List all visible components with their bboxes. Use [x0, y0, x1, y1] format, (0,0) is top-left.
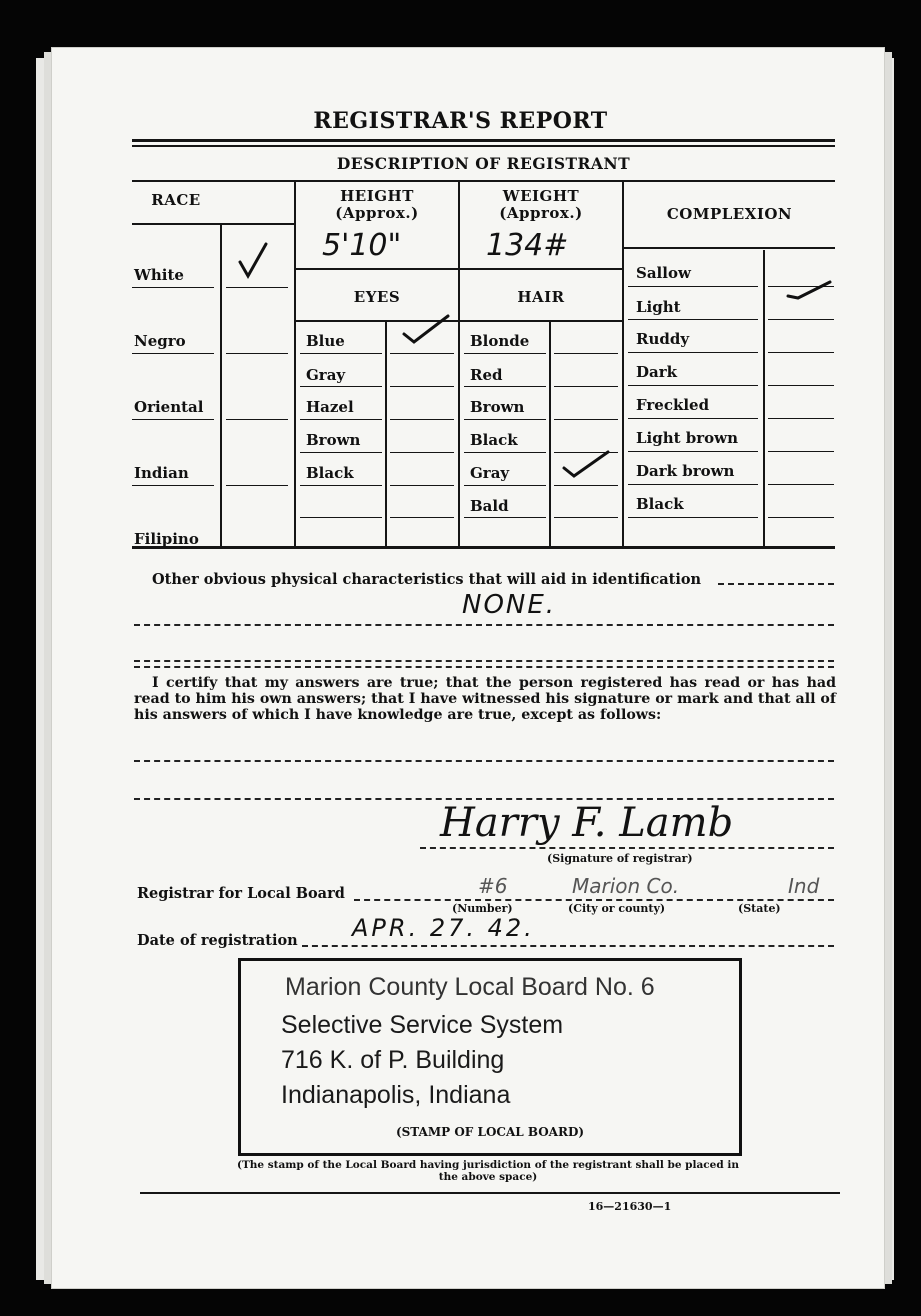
- certification-text: I certify that my answers are true; that the person registered has read or has had read to him his own answers; that I have witnessed his signature or mark and that all of his answers of which I have knowledge are true, except as follows:: [134, 675, 836, 723]
- eyes-hair-row-rule: [390, 517, 454, 518]
- weight-header: WEIGHT: [502, 187, 580, 205]
- eyes-option-blue: Blue: [306, 332, 345, 350]
- hair-option-red: Red: [470, 366, 503, 384]
- bottom-rule: [140, 1192, 840, 1194]
- race-option-white: White: [134, 266, 184, 284]
- eyes-hair-row-rule: [554, 386, 618, 387]
- eyes-hair-row-rule: [464, 386, 546, 387]
- race-underline-indian: [132, 485, 214, 486]
- board-number: #6: [478, 874, 508, 898]
- complexion-option-black: Black: [636, 495, 684, 513]
- characteristics-value: NONE.: [462, 590, 557, 620]
- height-header: HEIGHT: [340, 187, 414, 205]
- stamp-line-2: Selective Service System: [281, 1011, 564, 1039]
- weight-sub: (Approx.): [499, 204, 583, 222]
- weight-value: 134#: [486, 228, 569, 263]
- eyes-option-black: Black: [306, 464, 354, 482]
- measure-rule: [296, 268, 622, 270]
- hair-check-divider: [549, 320, 551, 548]
- date-line: [302, 945, 834, 947]
- signature-line: [420, 847, 834, 849]
- race-option-negro: Negro: [134, 332, 186, 350]
- eyes-hair-row-rule: [554, 517, 618, 518]
- race-check-mark: [236, 240, 270, 284]
- complexion-row-rule: [768, 319, 834, 320]
- eyes-hair-row-rule: [554, 419, 618, 420]
- complexion-row-rule: [768, 418, 834, 419]
- eyes-hair-row-rule: [390, 386, 454, 387]
- exceptions-line-1: [134, 760, 834, 762]
- date-label: Date of registration: [137, 932, 298, 949]
- local-board-stamp: [238, 958, 742, 1156]
- registrar-signature: Harry F. Lamb: [440, 800, 734, 846]
- eyes-hair-row-rule: [390, 353, 454, 354]
- board-city: Marion Co.: [572, 874, 680, 898]
- height-weight-divider: [458, 182, 460, 548]
- hair-check-mark: [560, 448, 616, 484]
- stamp-note: (The stamp of the Local Board having jurisdiction of the registrant shall be placed in the above space): [236, 1159, 739, 1183]
- characteristics-line-2: [134, 660, 834, 662]
- table-bottom-rule: [132, 546, 835, 549]
- complexion-row-rule: [628, 418, 758, 419]
- characteristics-leader: [718, 583, 834, 585]
- eyes-check-divider: [385, 320, 387, 548]
- race-option-indian: Indian: [134, 464, 189, 482]
- complexion-row-rule: [768, 484, 834, 485]
- height-sub: (Approx.): [335, 204, 419, 222]
- local-board-label: Registrar for Local Board: [137, 885, 345, 902]
- title-rule-1: [132, 139, 835, 142]
- eyes-option-gray: Gray: [306, 366, 346, 384]
- complexion-row-rule: [628, 451, 758, 452]
- signature-caption: (Signature of registrar): [547, 852, 693, 865]
- race-underline-white: [132, 287, 214, 288]
- eyes-hair-row-rule: [300, 353, 382, 354]
- hair-option-black: Black: [470, 431, 518, 449]
- complexion-row-rule: [628, 517, 758, 518]
- complexion-row-rule: [628, 319, 758, 320]
- eyes-option-hazel: Hazel: [306, 398, 354, 416]
- complexion-option-light: Light: [636, 298, 681, 316]
- complexion-check-mark: [784, 278, 836, 302]
- eyes-hair-row-rule: [390, 485, 454, 486]
- city-caption: (City or county): [568, 902, 666, 915]
- stamp-line-3: 716 K. of P. Building: [281, 1046, 505, 1074]
- date-value: APR. 27. 42.: [352, 914, 535, 942]
- complexion-row-rule: [628, 352, 758, 353]
- complexion-row-rule: [628, 286, 758, 287]
- complexion-option-dark-brown: Dark brown: [636, 462, 735, 480]
- complexion-option-light-brown: Light brown: [636, 429, 739, 447]
- race-height-divider: [294, 182, 296, 548]
- stamp-line-4: Indianapolis, Indiana: [281, 1081, 511, 1109]
- complexion-row-rule: [768, 517, 834, 518]
- hair-option-brown: Brown: [470, 398, 525, 416]
- number-caption: (Number): [452, 902, 513, 915]
- subtitle-rule: [132, 180, 835, 182]
- characteristics-line-1: [134, 624, 834, 626]
- weight-complexion-divider: [622, 182, 624, 548]
- eyes-hair-row-rule: [464, 419, 546, 420]
- stamp-caption: (STAMP OF LOCAL BOARD): [395, 1125, 585, 1139]
- hair-option-bald: Bald: [470, 497, 509, 515]
- race-option-filipino: Filipino: [134, 530, 199, 548]
- eyes-hair-row-rule: [554, 485, 618, 486]
- eyes-hair-row-rule: [300, 452, 382, 453]
- complexion-option-ruddy: Ruddy: [636, 330, 690, 348]
- race-check-divider: [220, 225, 222, 548]
- eyes-hair-row-rule: [300, 485, 382, 486]
- complexion-option-freckled: Freckled: [636, 396, 710, 414]
- eyes-hair-row-rule: [390, 452, 454, 453]
- complexion-row-rule: [768, 451, 834, 452]
- height-value: 5'10": [322, 228, 402, 263]
- eyes-hair-row-rule: [464, 452, 546, 453]
- eyes-hair-row-rule: [464, 353, 546, 354]
- eyes-hair-row-rule: [390, 419, 454, 420]
- eyes-hair-row-rule: [554, 353, 618, 354]
- state-caption: (State): [738, 902, 781, 915]
- eyes-hair-row-rule: [464, 485, 546, 486]
- eyes-header: EYES: [353, 288, 401, 306]
- race-header: RACE: [151, 191, 201, 209]
- eyes-option-brown: Brown: [306, 431, 361, 449]
- race-check-underline-oriental: [226, 419, 288, 420]
- hair-header: HAIR: [517, 288, 565, 306]
- title-rule-2: [132, 145, 835, 147]
- eyes-check-mark: [400, 312, 456, 348]
- race-header-rule: [132, 223, 294, 225]
- complexion-header-rule: [622, 247, 835, 249]
- form-number: 16—21630—1: [588, 1200, 672, 1213]
- hair-option-blonde: Blonde: [470, 332, 530, 350]
- race-check-underline-indian: [226, 485, 288, 486]
- characteristics-label: Other obvious physical characteristics that will aid in identification: [152, 571, 702, 588]
- local-board-line: [354, 899, 834, 901]
- race-underline-oriental: [132, 419, 214, 420]
- race-underline-negro: [132, 353, 214, 354]
- characteristics-line-3: [134, 666, 834, 668]
- eyes-hair-row-rule: [300, 419, 382, 420]
- eyes-hair-row-rule: [300, 517, 382, 518]
- eyes-hair-row-rule: [300, 386, 382, 387]
- eyes-hair-row-rule: [464, 517, 546, 518]
- race-check-underline-negro: [226, 353, 288, 354]
- complexion-option-dark: Dark: [636, 363, 678, 381]
- race-check-underline-white: [226, 287, 288, 288]
- page-title: REGISTRAR'S REPORT: [313, 108, 608, 134]
- complexion-row-rule: [628, 385, 758, 386]
- complexion-option-sallow: Sallow: [636, 264, 691, 282]
- complexion-row-rule: [628, 484, 758, 485]
- complexion-check-divider: [763, 250, 765, 548]
- hair-option-gray: Gray: [470, 464, 510, 482]
- section-subtitle: DESCRIPTION OF REGISTRANT: [336, 154, 631, 173]
- race-option-oriental: Oriental: [134, 398, 204, 416]
- complexion-row-rule: [768, 352, 834, 353]
- stamp-line-1: Marion County Local Board No. 6: [285, 973, 655, 1001]
- complexion-row-rule: [768, 385, 834, 386]
- complexion-header: COMPLEXION: [666, 205, 793, 223]
- eyes-hair-header-rule: [296, 320, 622, 322]
- board-state: Ind: [788, 874, 820, 898]
